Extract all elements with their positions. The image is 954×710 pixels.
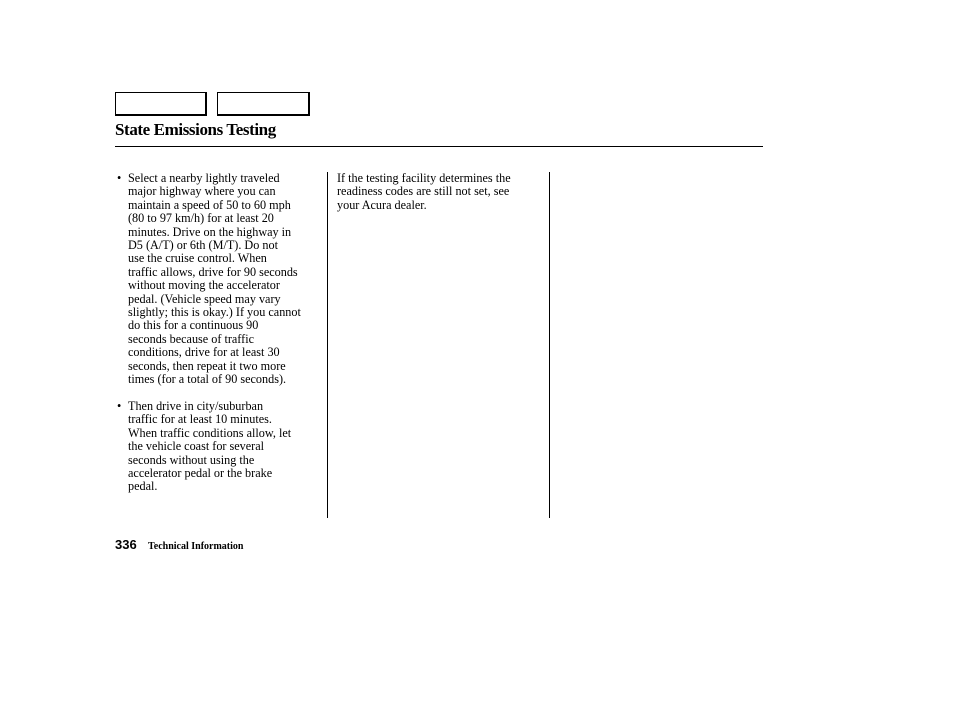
bullet-line: do this for a continuous 90 [128, 318, 259, 333]
section-name: Technical Information [148, 541, 244, 552]
column-divider [549, 172, 550, 518]
bullet-line: Then drive in city/suburban [128, 398, 264, 413]
paragraph-line: readiness codes are still not set, see [337, 184, 510, 199]
bullet-symbol: • [117, 398, 122, 413]
bullet-line: times (for a total of 90 seconds). [128, 372, 287, 387]
nav-button-previous[interactable] [115, 92, 207, 116]
bullet-line: major highway where you can [128, 184, 276, 199]
bullet-line: When traffic conditions allow, let [128, 425, 292, 440]
page-title: State Emissions Testing [115, 120, 276, 139]
bullet-line: conditions, drive for at least 30 [128, 345, 280, 360]
bullet-line: maintain a speed of 50 to 60 mph [128, 197, 291, 212]
bullet-symbol: • [117, 171, 122, 185]
bullet-line: D5 (A/T) or 6th (M/T). Do not [128, 238, 278, 253]
bullet-line: Select a nearby lightly traveled [128, 171, 280, 185]
bullet-line: pedal. (Vehicle speed may vary [128, 291, 281, 306]
bullet-line: use the cruise control. When [128, 251, 267, 266]
bullet-line: pedal. [128, 479, 158, 494]
bullet-item [117, 172, 322, 387]
bullet-line: (80 to 97 km/h) for at least 20 [128, 211, 274, 226]
bullet-line: traffic allows, drive for 90 seconds [128, 264, 298, 279]
bullet-line: seconds, then repeat it two more [128, 358, 286, 373]
title-rule [115, 146, 763, 147]
bullet-item [117, 400, 322, 494]
column-divider [327, 172, 328, 518]
paragraph-line: If the testing facility determines the [337, 171, 511, 185]
left-column [117, 172, 322, 507]
middle-column [337, 172, 542, 212]
bullet-line: seconds because of traffic [128, 331, 254, 346]
paragraph-line: your Acura dealer. [337, 197, 427, 212]
page-number: 336 [115, 537, 137, 552]
bullet-line: minutes. Drive on the highway in [128, 224, 292, 239]
bullet-line: seconds without using the [128, 452, 255, 467]
bullet-line: slightly; this is okay.) If you cannot [128, 305, 301, 320]
bullet-line: without moving the accelerator [128, 278, 280, 293]
nav-button-next[interactable] [217, 92, 310, 116]
bullet-line: the vehicle coast for several [128, 439, 265, 454]
bullet-line: traffic for at least 10 minutes. [128, 412, 272, 427]
bullet-line: accelerator pedal or the brake [128, 465, 273, 480]
